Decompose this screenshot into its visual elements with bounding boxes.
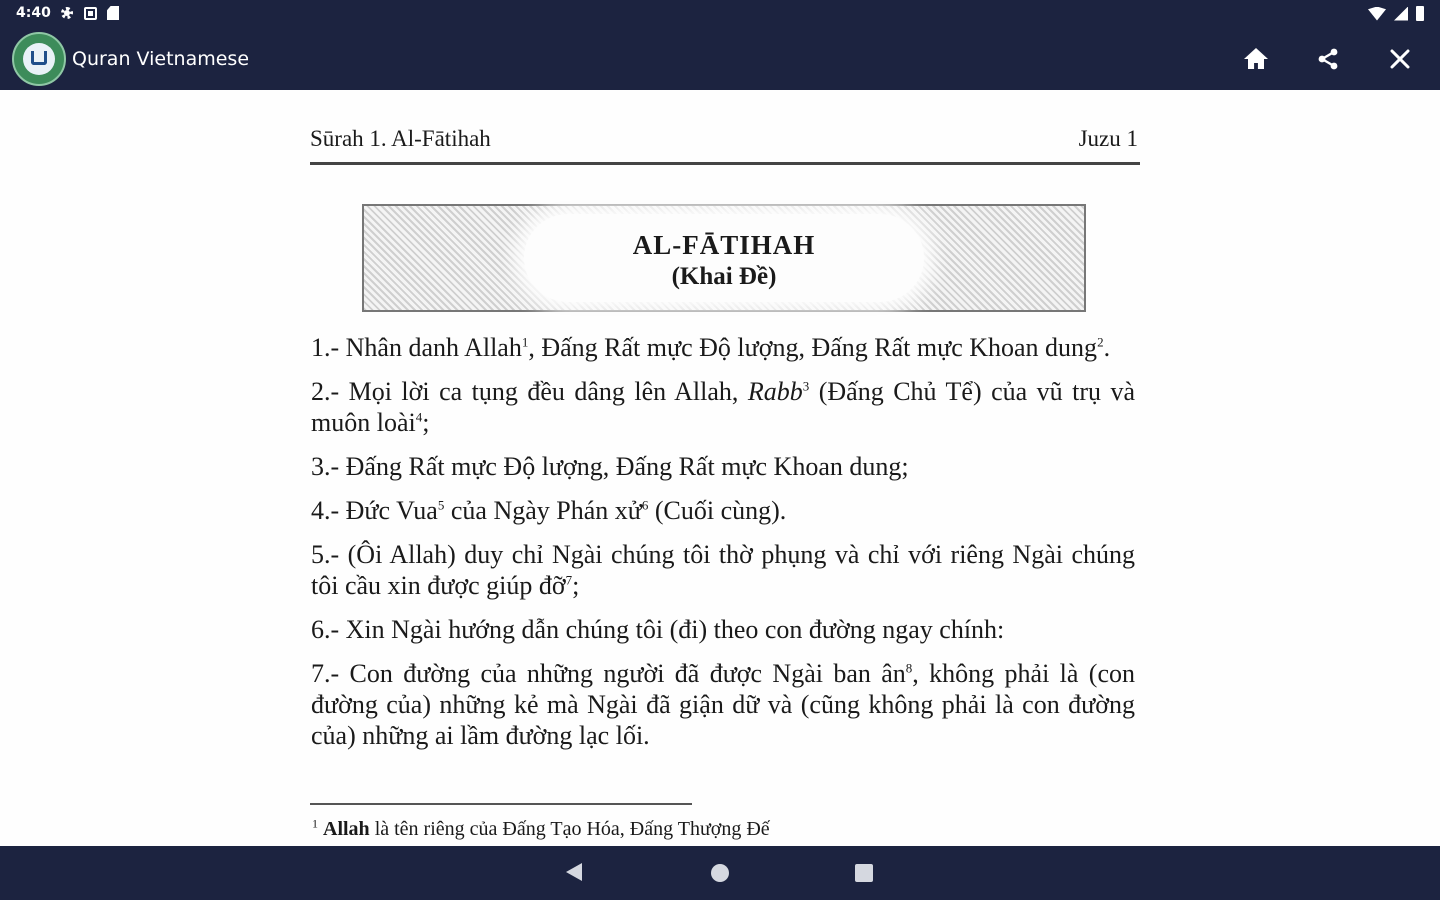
share-icon (1316, 47, 1340, 71)
header-rule (310, 162, 1140, 165)
surah-subtitle: (Khai Đề) (671, 263, 777, 290)
verse-text: 2.- Mọi lời ca tụng đều dâng lên Allah, (311, 377, 748, 406)
verse-text: . (1103, 333, 1111, 362)
share-button[interactable] (1310, 42, 1346, 76)
verse-list (311, 332, 1135, 764)
running-head-surah: Sūrah 1. Al-Fātihah (310, 126, 491, 151)
verse-text: ; (572, 571, 580, 600)
back-icon[interactable] (566, 863, 584, 883)
close-icon (1388, 47, 1412, 71)
footnote-term: Allah (323, 818, 370, 840)
status-icons-right (1368, 6, 1424, 21)
verse-5 (311, 539, 1135, 601)
verse-4 (311, 495, 1135, 526)
footnote-number: 1 (312, 816, 318, 831)
footnote-ref[interactable]: 7 (565, 572, 573, 588)
footnote-ref[interactable]: 2 (1097, 334, 1104, 350)
running-head-juzu: Juzu 1 (1078, 126, 1138, 151)
surah-title: AL-FĀTIHAH (632, 230, 816, 260)
app-logo-icon (12, 32, 66, 86)
verse-text: của Ngày Phán xử (444, 496, 642, 525)
status-time: 4:40 (16, 5, 51, 21)
verse-text: 1.- Nhân danh Allah (311, 333, 522, 362)
verse-2 (311, 376, 1135, 438)
verse-text: ; (422, 408, 430, 437)
home-button[interactable] (1238, 42, 1274, 76)
footnote-rule (310, 803, 692, 805)
surah-title-panel (524, 214, 924, 302)
signal-icon (1394, 7, 1408, 21)
footnote-1 (312, 818, 770, 841)
footnote-ref[interactable]: 5 (437, 497, 445, 513)
navigation-bar (0, 846, 1440, 900)
app-actions (1238, 42, 1418, 76)
verse-7 (311, 658, 1135, 751)
footnote-ref[interactable]: 4 (415, 409, 423, 425)
home-icon (1244, 48, 1268, 70)
footnote-ref[interactable]: 6 (641, 497, 649, 513)
home-circle-icon[interactable] (711, 864, 729, 882)
footnote-ref[interactable]: 3 (802, 378, 810, 394)
app-bar (0, 28, 1440, 90)
wifi-icon (1368, 7, 1386, 21)
status-bar (0, 0, 1440, 28)
verse-text: 3.- Đấng Rất mực Độ lượng, Đấng Rất mực Khoan dung; (311, 452, 909, 481)
sd-card-icon (107, 6, 119, 20)
recents-icon[interactable] (855, 864, 873, 882)
verse-text: 4.- Đức Vua (311, 496, 438, 525)
verse-term: Rabb (747, 377, 803, 406)
status-icons-left (60, 6, 119, 20)
notification-square-icon (84, 7, 97, 20)
footnote-text: là tên riêng của Đấng Tạo Hóa, Đấng Thượng Đế (369, 818, 770, 840)
gear-icon (60, 6, 74, 20)
battery-icon (1416, 6, 1424, 21)
verse-1 (311, 332, 1135, 363)
surah-title-ornament (362, 204, 1086, 312)
verse-text: 5.- (Ôi Allah) duy chỉ Ngài chúng tôi thờ phụng và chỉ với riêng Ngài chúng tôi cầu xin được giúp đỡ (311, 540, 1135, 600)
app-title: Quran Vietnamese (72, 48, 250, 70)
verse-3 (311, 451, 1135, 482)
close-button[interactable] (1382, 42, 1418, 76)
verse-text: , Đấng Rất mực Độ lượng, Đấng Rất mực Khoan dung (528, 333, 1098, 362)
verse-6 (311, 614, 1135, 645)
verse-text: 7.- Con đường của những người đã được Ngài ban ân (311, 659, 906, 688)
footnote-ref[interactable]: 8 (905, 660, 913, 676)
verse-text: (Cuối cùng). (648, 496, 787, 525)
running-head (310, 126, 1138, 152)
footnote-ref[interactable]: 1 (521, 334, 529, 350)
verse-text: 6.- Xin Ngài hướng dẫn chúng tôi (đi) theo con đường ngay chính: (311, 615, 1005, 644)
verse-text: , không phải là (con đường của) những kẻ mà Ngài đã giận dữ và (cũng không phải là con đường của) những ai lầm đường lạc lối. (311, 659, 1135, 750)
document-page[interactable] (0, 90, 1440, 846)
verse-text: (Đấng Chủ Tể) của vũ trụ và muôn loài (311, 377, 1135, 437)
